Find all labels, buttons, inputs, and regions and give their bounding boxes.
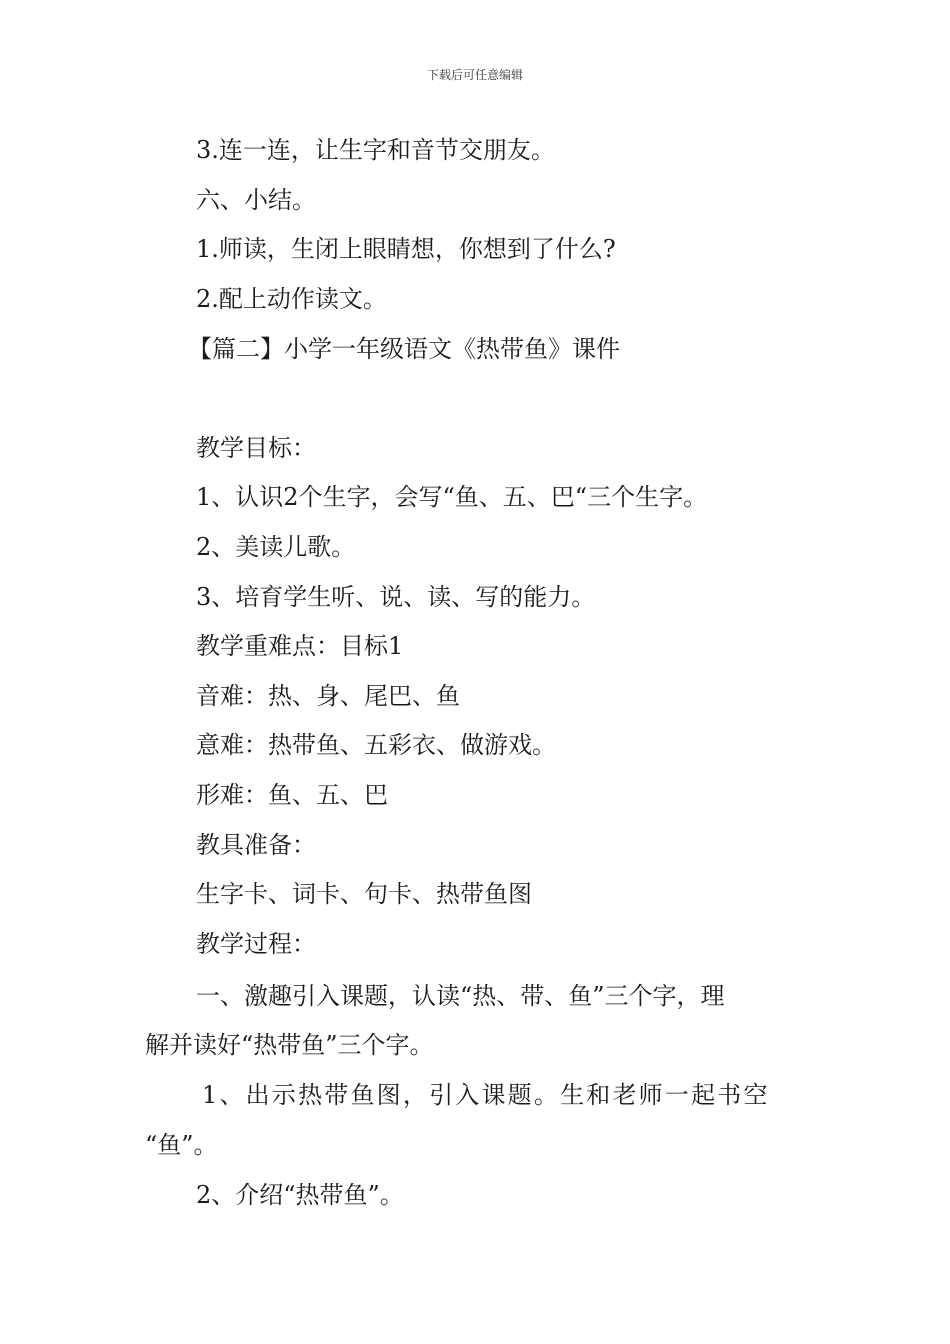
text-line: 解并读好“热带鱼”三个字。 xyxy=(145,1031,434,1059)
text-line: 教学过程： xyxy=(196,930,316,958)
text-line: 教具准备： xyxy=(196,831,316,859)
text-line: 意难：热带鱼、五彩衣、做游戏。 xyxy=(196,731,556,759)
text-line: 音难：热、身、尾巴、鱼 xyxy=(196,682,460,710)
text-line: 1、出示热带鱼图，引入课题。生和老师一起书空 xyxy=(202,1081,770,1109)
text-line: 2、美读儿歌。 xyxy=(196,533,356,561)
text-line: 教学重难点：目标1 xyxy=(196,632,404,660)
section-heading: 【篇二】小学一年级语文《热带鱼》课件 xyxy=(188,335,620,363)
text-line: 2.配上动作读文。 xyxy=(196,285,387,313)
text-line: 1.师读，生闭上眼睛想，你想到了什么? xyxy=(196,235,616,263)
text-line: 形难：鱼、五、巴 xyxy=(196,781,388,809)
text-line: 教学目标： xyxy=(196,434,316,462)
text-line: 2、介绍“热带鱼”。 xyxy=(196,1181,404,1209)
text-line: 3.连一连，让生字和音节交朋友。 xyxy=(196,136,555,164)
text-line: 一、激趣引入课题，认读“热、带、鱼”三个字，理 xyxy=(196,982,725,1010)
text-line: 生字卡、词卡、句卡、热带鱼图 xyxy=(196,880,532,908)
text-line: “鱼”。 xyxy=(145,1131,218,1159)
page-header-note: 下载后可任意编辑 xyxy=(426,68,523,82)
text-line: 1、认识2个生字，会写“鱼、五、巴“三个生字。 xyxy=(196,483,708,511)
text-line: 3、培育学生听、说、读、写的能力。 xyxy=(196,583,596,611)
text-line: 六、小结。 xyxy=(196,186,316,214)
